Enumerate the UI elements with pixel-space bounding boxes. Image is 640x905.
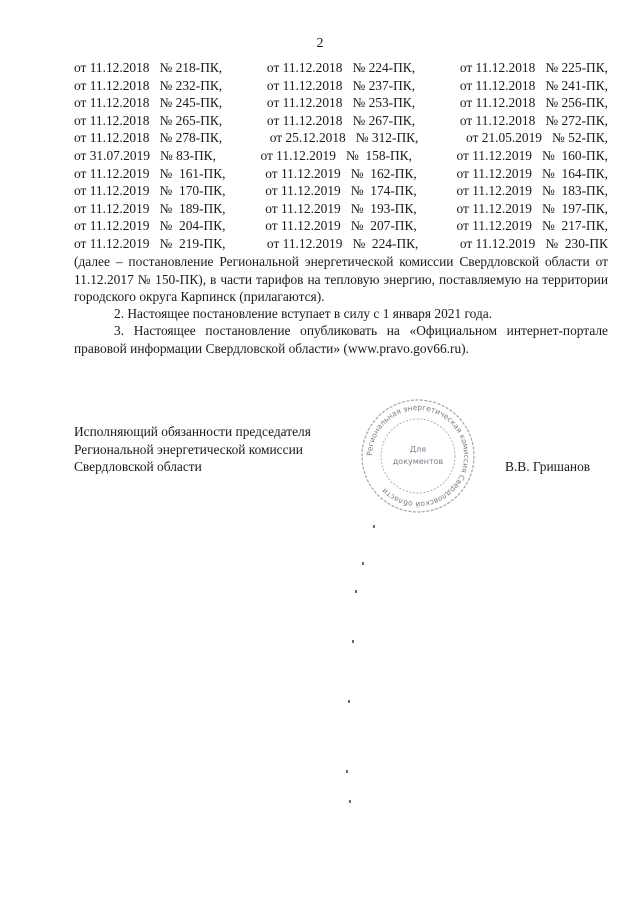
signatory-position [74, 423, 311, 476]
reference-item: от 11.12.2019 № 217-ПК, [456, 218, 608, 234]
reference-item: от 11.12.2018 № 218-ПК, [74, 60, 223, 75]
reference-item: от 11.12.2019 № 189-ПК, [74, 200, 226, 216]
reference-item: от 11.12.2019 № 207-ПК, [265, 218, 417, 234]
reference-item: от 11.12.2018 № 232-ПК, [74, 77, 223, 93]
scan-artifact [346, 770, 348, 773]
reference-item: от 11.12.2019 № 174-ПК, [265, 183, 417, 199]
reference-item: от 11.12.2018 № 253-ПК, [266, 95, 416, 111]
reference-line [74, 59, 608, 77]
reference-line [74, 217, 608, 235]
reference-item: от 11.12.2019 № 230-ПК [459, 235, 608, 251]
reference-line [74, 112, 608, 130]
reference-item: от 11.12.2018 № 272-ПК, [459, 112, 608, 128]
signatory-name: В.В. Гришанов [505, 459, 591, 474]
page-number: 2 [316, 36, 324, 51]
reference-line [74, 165, 608, 183]
reference-line [74, 147, 608, 165]
scan-artifact [348, 700, 350, 703]
reference-item: от 11.12.2018 № 237-ПК, [266, 77, 416, 93]
reference-line [74, 235, 608, 253]
reference-line [74, 129, 608, 147]
reference-item: от 11.12.2019 № 219-ПК, [74, 235, 226, 251]
reference-item: от 11.12.2018 № 241-ПК, [459, 77, 608, 93]
scan-artifact [362, 562, 364, 565]
official-seal [359, 397, 477, 515]
continuation-paragraph: (далее – постановление Региональной энергетической комиссии Свердловской области от 11.12.2017 № 150-ПК), в части тарифов на тепловую энергию, поставляемую на территории городского округа Карпинск (прилагаются). [74, 254, 608, 305]
reference-item: от 11.12.2019 № 183-ПК, [456, 183, 608, 199]
paragraph-3: 3. Настоящее постановление опубликовать на «Официальном интернет-портале правовой информации Свердловской области» (www.pravo.gov66.ru). [74, 323, 608, 356]
reference-item: от 11.12.2019 № 164-ПК, [456, 165, 608, 181]
signatory-position-line-1: Исполняющий обязанности председателя [74, 424, 311, 439]
reference-item: от 11.12.2019 № 160-ПК, [456, 147, 608, 163]
seal-center-line-2: документов [392, 457, 444, 466]
reference-item: от 21.05.2019 № 52-ПК, [466, 130, 608, 146]
reference-line [74, 200, 608, 218]
reference-item: от 11.12.2018 № 245-ПК, [74, 95, 223, 111]
scan-artifact [355, 590, 357, 593]
reference-item: от 11.12.2018 № 225-ПК, [459, 60, 608, 75]
reference-item: от 11.12.2018 № 267-ПК, [266, 112, 416, 128]
reference-item: от 11.12.2018 № 224-ПК, [266, 60, 416, 75]
seal-ring-text: Региональная энергетическая комиссия Свердловской области [364, 402, 472, 510]
reference-item: от 11.12.2019 № 170-ПК, [74, 183, 226, 199]
reference-item: от 31.07.2019 № 83-ПК, [74, 147, 216, 163]
reference-item: от 11.12.2019 № 158-ПК, [260, 147, 412, 163]
signatory-position-line-3: Свердловской области [74, 459, 202, 475]
paragraph-2: 2. Настоящее постановление вступает в силу с 1 января 2021 года. [114, 306, 493, 321]
reference-item: от 11.12.2018 № 256-ПК, [459, 95, 608, 111]
reference-item: от 11.12.2019 № 193-ПК, [265, 200, 417, 216]
reference-line [74, 77, 608, 95]
reference-item: от 11.12.2019 № 224-ПК, [266, 235, 419, 251]
scan-artifact [352, 640, 354, 643]
reference-line [74, 94, 608, 112]
scan-artifact [349, 800, 351, 803]
reference-item: от 25.12.2018 № 312-ПК, [269, 130, 419, 146]
reference-item: от 11.12.2019 № 204-ПК, [74, 218, 226, 234]
reference-line [74, 182, 608, 200]
seal-center-line-1: Для [409, 445, 427, 454]
reference-list [74, 59, 608, 253]
reference-item: от 11.12.2018 № 278-ПК, [74, 130, 223, 146]
reference-item: от 11.12.2019 № 161-ПК, [74, 165, 226, 181]
signatory-position-line-2: Региональной энергетической комиссии [74, 441, 303, 457]
reference-item: от 11.12.2018 № 265-ПК, [74, 112, 223, 128]
reference-item: от 11.12.2019 № 197-ПК, [456, 200, 608, 216]
scan-artifact [373, 525, 375, 528]
reference-item: от 11.12.2019 № 162-ПК, [265, 165, 417, 181]
